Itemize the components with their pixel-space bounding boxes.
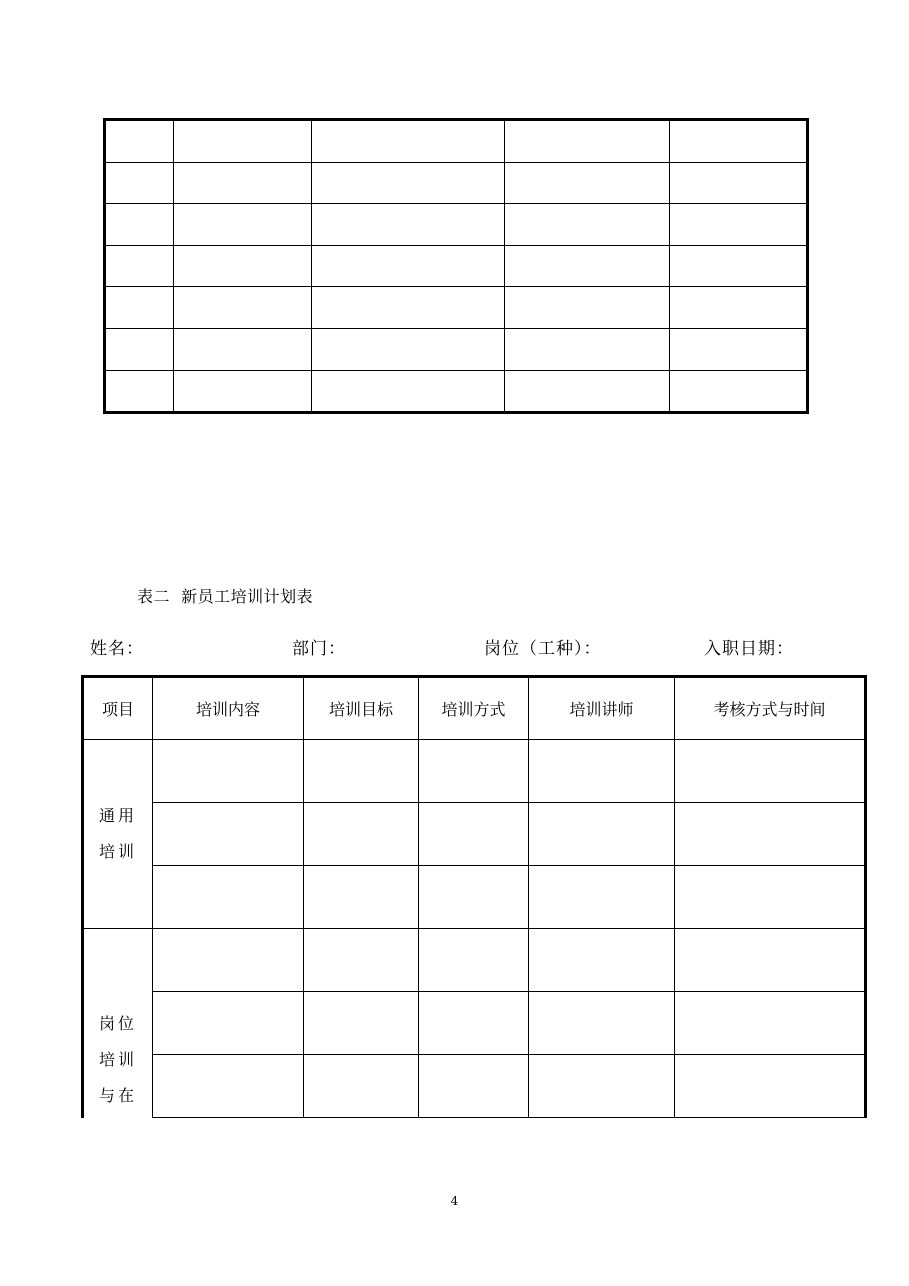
hire-date-field-label: 入职日期：	[704, 639, 794, 659]
table-row	[83, 929, 866, 992]
position-field-label: 岗位（工种）：	[484, 639, 602, 659]
header-item: 项目	[83, 677, 153, 740]
table-row	[105, 287, 808, 329]
table-row	[105, 328, 808, 370]
table-header-row	[83, 677, 866, 740]
table-row	[105, 162, 808, 204]
header-assessment: 考核方式与时间	[675, 677, 866, 740]
category-general-line1: 通用	[99, 806, 138, 825]
header-content: 培训内容	[153, 677, 304, 740]
table-caption: 表二 新员工培训计划表	[137, 587, 314, 606]
table-row	[105, 120, 808, 163]
table-row	[83, 992, 866, 1055]
page-number: 4	[450, 1194, 459, 1208]
header-method: 培训方式	[419, 677, 529, 740]
category-general-line2: 培训	[99, 842, 138, 861]
table-row	[105, 245, 808, 287]
category-position-line2: 培训	[99, 1049, 138, 1069]
table-row	[83, 866, 866, 929]
header-trainer: 培训讲师	[529, 677, 675, 740]
table-row	[83, 1055, 866, 1118]
training-plan-table	[81, 675, 867, 1118]
table-row	[105, 204, 808, 246]
table-row	[105, 370, 808, 413]
header-goal: 培训目标	[304, 677, 419, 740]
previous-table	[103, 118, 809, 414]
name-field-label: 姓名：	[90, 639, 144, 659]
category-position-line1: 岗位	[99, 1013, 138, 1033]
category-position	[83, 929, 153, 1118]
table-row	[83, 803, 866, 866]
table-row	[83, 740, 866, 803]
category-general	[83, 740, 153, 929]
category-position-line3: 与在	[99, 1085, 138, 1105]
department-field-label: 部门：	[292, 639, 346, 659]
